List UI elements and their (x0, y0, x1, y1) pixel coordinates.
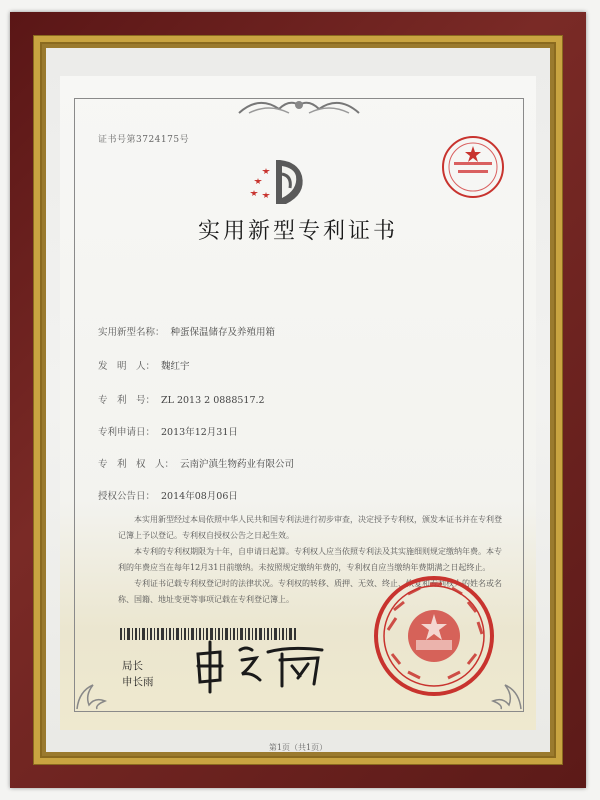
field-value: 魏红宇 (161, 361, 190, 372)
page-number: 第1页（共1页） (268, 743, 328, 752)
agency-stamp-icon (440, 134, 506, 200)
gold-frame-border (34, 36, 562, 764)
director-name: 申长雨 (122, 676, 154, 688)
field-inventor (98, 358, 190, 372)
sipo-logo-icon (246, 154, 316, 210)
body-paragraph: 本实用新型经过本局依照中华人民共和国专利法进行初步审查，决定授予专利权，颁发本证书并在专利登记簿上予以登记。专利权自授权公告之日起生效。 (118, 515, 502, 540)
field-label: 授权公告日： (98, 491, 156, 502)
field-patentee (98, 456, 294, 470)
certificate-title: 实用新型专利证书 (197, 219, 398, 244)
director-title: 局长 (122, 660, 143, 672)
picture-frame (10, 12, 586, 788)
field-label: 专利申请日： (98, 427, 156, 438)
director-labels (122, 658, 154, 690)
certificate-number: 证书号第3724175号 (98, 135, 190, 145)
field-label: 专 利 号： (98, 395, 156, 406)
body-paragraph: 专利证书记载专利权登记时的法律状况。专利权的转移、质押、无效、终止、恢复和专利权人的姓名或名称、国籍、地址变更等事项记载在专利登记簿上。 (118, 579, 502, 604)
field-value: 2013年12月31日 (161, 427, 238, 438)
field-label: 实用新型名称： (98, 327, 165, 338)
field-value: 云南沪滇生物药业有限公司 (180, 459, 295, 470)
national-ip-seal-icon (372, 574, 496, 698)
corner-ornament-icon (75, 671, 115, 711)
field-label: 专 利 权 人： (98, 459, 175, 470)
field-label: 发 明 人： (98, 361, 156, 372)
field-patent-number (98, 392, 265, 406)
top-ornament-icon (229, 91, 369, 121)
field-application-date (98, 424, 238, 438)
frame-mat (46, 48, 550, 752)
field-value: 种蛋保温储存及养殖用箱 (170, 327, 276, 338)
certificate-paper (60, 76, 536, 752)
field-grant-date (98, 488, 238, 502)
field-value: ZL 2013 2 0888517.2 (161, 395, 265, 406)
field-utility-name (98, 324, 275, 338)
field-value: 2014年08月06日 (161, 491, 238, 502)
body-paragraph: 本专利的专利权期限为十年，自申请日起算。专利权人应当依照专利法及其实施细则规定缴纳年费。本专利的年费应当在每年12月31日前缴纳。未按照规定缴纳年费的，专利权自应当缴纳年费期满之日起终止。 (118, 547, 502, 572)
director-signature-icon (190, 636, 340, 696)
